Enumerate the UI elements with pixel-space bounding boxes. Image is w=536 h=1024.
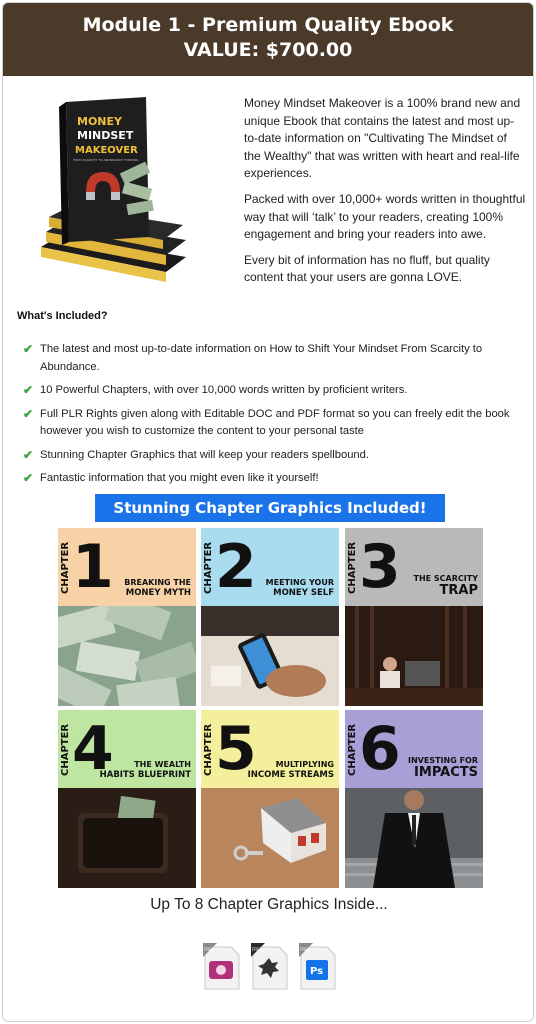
list-item (23, 447, 523, 465)
list-item (23, 341, 523, 376)
free-label: FREE (252, 947, 263, 952)
chapter-number: 4 (72, 714, 114, 784)
description-paragraph: Every bit of information has no fluff, but quality content that your users are gonna LOVE. (244, 252, 490, 285)
chapter-title: MEETING YOUR MONEY SELF (265, 578, 334, 598)
book-cover-title-3: MAKEOVER (75, 145, 138, 156)
chapter-word: CHAPTER (60, 723, 71, 777)
chapter-header (201, 528, 339, 606)
list-item (23, 382, 523, 400)
chapter-title: MULTIPLYING INCOME STREAMS (247, 760, 334, 780)
check-icon: ✔ (23, 342, 34, 356)
book-cover-subtitle: FROM SCARCITY TO ABUNDANCE THINKING (73, 158, 139, 162)
chapter-title: THE WEALTH HABITS BLUEPRINT (99, 760, 191, 780)
photoshop-icon-text: Ps (310, 966, 324, 977)
chapter-number: 6 (359, 714, 401, 784)
file-format-icons (201, 941, 341, 995)
chapter-title: INVESTING FOR IMPACTS (408, 756, 478, 780)
module-card (2, 2, 534, 1022)
included-list (23, 341, 523, 494)
chapter-header (345, 528, 483, 606)
book-mockup-image (41, 97, 191, 297)
chapter-graphics-footer: Up To 8 Chapter Graphics Inside... (150, 896, 388, 913)
list-item (23, 406, 523, 441)
businessman-photo (345, 788, 483, 888)
chapter-title: BREAKING THE MONEY MYTH (124, 578, 191, 598)
stressed-person-photo (345, 606, 483, 706)
gear-file-icon (249, 941, 289, 991)
whats-included-heading: What's Included? (17, 310, 108, 322)
chapter-word: CHAPTER (347, 541, 358, 595)
photoshop-file-icon (297, 941, 337, 991)
check-icon: ✔ (23, 406, 34, 421)
chapter-word: CHAPTER (203, 723, 214, 777)
list-item-text: The latest and most up-to-date information on How to Shift Your Mindset From Scarcity to Abundance. (40, 343, 483, 373)
chapter-graphic-3 (345, 528, 483, 706)
module-title: Module 1 - Premium Quality Ebook (82, 14, 454, 36)
chapter-word: CHAPTER (60, 541, 71, 595)
module-value: VALUE: $700.00 (183, 39, 353, 61)
list-item-text: Stunning Chapter Graphics that will keep your readers spellbound. (40, 448, 369, 461)
chapter-header (58, 710, 196, 788)
check-icon: ✔ (23, 471, 34, 485)
money-pile-photo (58, 606, 196, 706)
list-item-text: Fantastic information that you might even like it yourself! (40, 472, 319, 484)
list-item-text: Full PLR Rights given along with Editable DOC and PDF format so you can freely edit the book however you wish to customize the content to your personal taste (40, 407, 510, 437)
chapter-number: 5 (215, 714, 257, 784)
free-label: FREE (204, 947, 215, 952)
check-icon: ✔ (23, 383, 34, 397)
chapter-number: 2 (215, 532, 257, 602)
phone-payment-photo (201, 606, 339, 706)
chapter-header (201, 710, 339, 788)
chapter-header (345, 710, 483, 788)
description-paragraph: Money Mindset Makeover is a 100% brand new and unique Ebook that contains the latest and most up-to-date information on "Cultivating The Mindset of the Wealthy" that was written with heart and real-life experiences. (244, 96, 521, 181)
list-item-text: 10 Powerful Chapters, with over 10,000 words written by proficient writers. (40, 384, 408, 396)
chapter-graphic-1 (58, 528, 196, 706)
chapter-graphics-banner: Stunning Chapter Graphics Included! (95, 494, 445, 522)
free-label: FREE (300, 947, 311, 952)
wallet-photo (58, 788, 196, 888)
description-paragraph: Packed with over 10,000+ words written in thoughtful way that will ‘talk’ to your readers, creating 100% engagement and bring your readers into awe. (244, 191, 526, 242)
list-item (23, 470, 523, 488)
intro-section (3, 91, 534, 296)
ebook-description (244, 95, 526, 295)
module-header (3, 3, 533, 76)
camera-file-icon (201, 941, 241, 991)
chapter-title: THE SCARCITY TRAP (413, 574, 478, 598)
chapter-graphic-6 (345, 710, 483, 888)
chapter-number: 1 (72, 532, 114, 602)
chapter-word: CHAPTER (203, 541, 214, 595)
chapter-graphic-5 (201, 710, 339, 888)
chapter-word: CHAPTER (347, 723, 358, 777)
house-key-photo (201, 788, 339, 888)
book-cover-title-1: MONEY (77, 115, 122, 128)
chapter-graphic-2 (201, 528, 339, 706)
chapter-graphic-4 (58, 710, 196, 888)
chapter-header (58, 528, 196, 606)
chapter-graphics-grid (58, 528, 483, 888)
book-cover-title-2: MINDSET (77, 129, 134, 142)
check-icon: ✔ (23, 447, 34, 462)
chapter-number: 3 (359, 532, 401, 602)
